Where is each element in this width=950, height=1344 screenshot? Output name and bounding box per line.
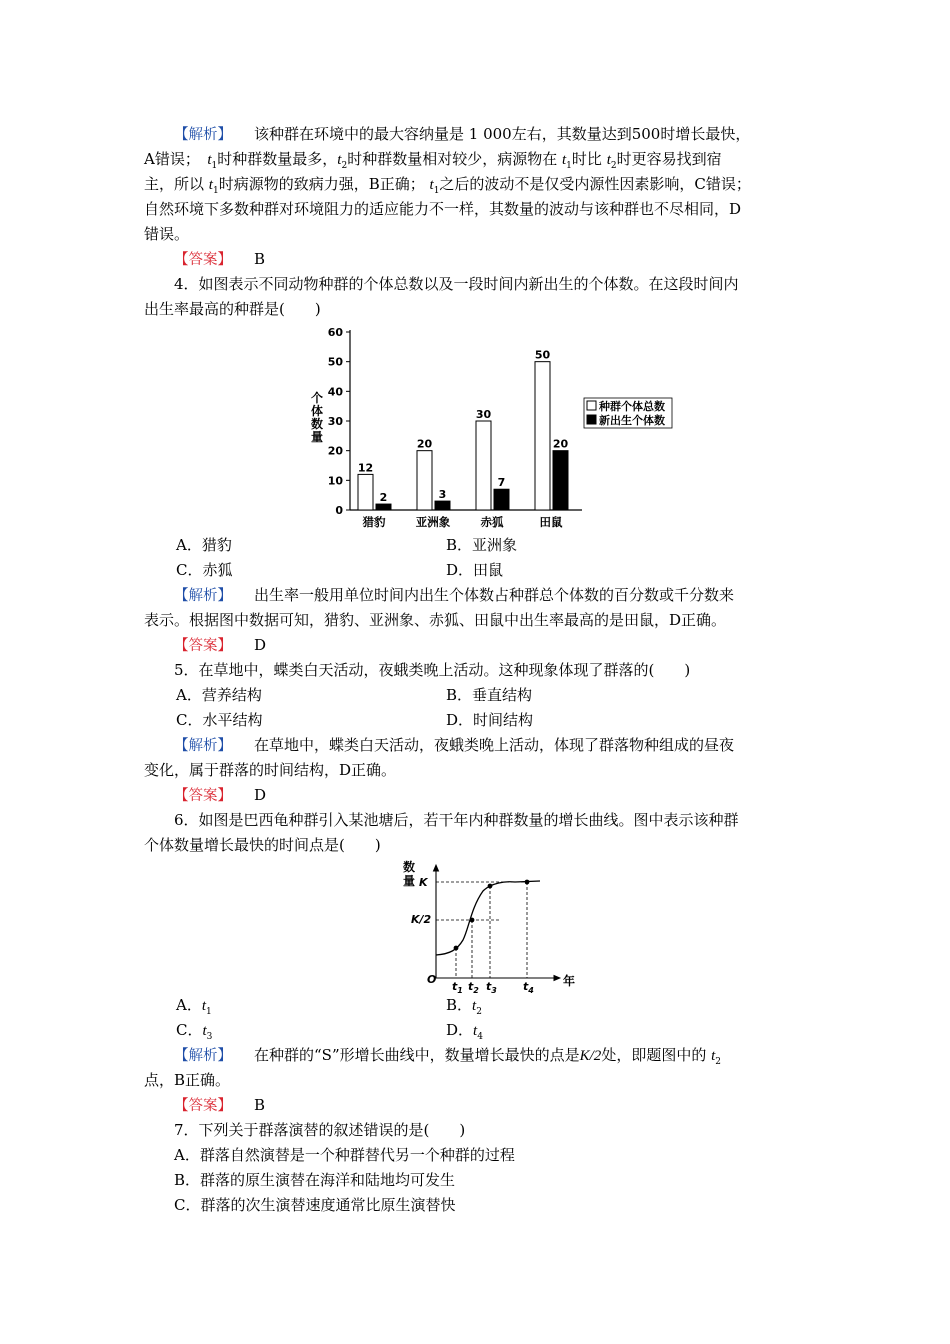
y-axis-label-2: 量 xyxy=(403,874,416,888)
y-axis-label: 数 xyxy=(310,417,324,431)
s-curve-graph xyxy=(395,858,585,995)
q3-analysis-line-2: A错误； $t_1$时种群数量最多，$t_2$时种群数量相对较少，病源物在 $t_1$时比 $t_2$时更容易找到宿 xyxy=(144,150,722,171)
tick-label-t2: $t_2$ xyxy=(468,980,479,995)
legend-label: 新出生个体数 xyxy=(599,414,665,427)
q4-stem-line-2: 出生率最高的种群是( ) xyxy=(144,300,321,318)
y-axis-label: 个 xyxy=(310,391,324,405)
tick-label-t1: $t_1$ xyxy=(452,980,463,995)
y-tick-label: 60 xyxy=(327,326,343,339)
legend-label: 种群个体总数 xyxy=(599,400,665,413)
point-t4 xyxy=(525,880,530,885)
bar-value-label: 7 xyxy=(497,476,506,490)
q4-option-a: A．猎豹 xyxy=(176,536,232,554)
bar-value-label: 50 xyxy=(534,348,551,362)
y-axis-label: 体 xyxy=(310,404,324,418)
answer-label: 【答案】 xyxy=(174,252,232,268)
category-label: 田鼠 xyxy=(539,515,563,529)
bar-value-label: 30 xyxy=(475,408,492,421)
q6-answer: 【答案】 B xyxy=(174,1096,266,1114)
q3-analysis-line-5: 错误。 xyxy=(144,225,190,243)
analysis-label: 【解析】 xyxy=(174,127,232,143)
bar-value-label: 20 xyxy=(552,437,569,451)
bar-total xyxy=(535,362,550,510)
q5-option-a: A．营养结构 xyxy=(176,686,262,704)
q3-analysis-line-4: 自然环境下多数种群对环境阻力的适应能力不一样，其数量的波动与该种群也不尽相同，D xyxy=(144,200,742,218)
bar-newborn xyxy=(435,501,450,510)
q4-option-c: C．赤狐 xyxy=(176,561,233,579)
q5-stem: 5．在草地中，蝶类白天活动，夜蛾类晚上活动。这种现象体现了群落的( ) xyxy=(174,661,691,679)
legend-swatch xyxy=(587,415,596,424)
category-label: 亚洲象 xyxy=(415,515,451,529)
q3-answer: 【答案】 B xyxy=(174,250,266,268)
y-tick-label: 20 xyxy=(327,444,343,458)
legend-swatch xyxy=(587,401,596,410)
q4-analysis-line-2: 表示。根据图中数据可知，猎豹、亚洲象、赤狐、田鼠中出生率最高的是田鼠，D正确。 xyxy=(144,611,727,629)
y-axis-label: 量 xyxy=(310,430,324,444)
k-half-label: K/2 xyxy=(411,913,432,926)
q7-option-b: B．群落的原生演替在海洋和陆地均可发生 xyxy=(174,1171,456,1189)
y-tick-label: 40 xyxy=(327,385,343,399)
bar-total xyxy=(358,474,373,510)
bar-chart xyxy=(300,322,680,532)
s-curve xyxy=(436,881,540,955)
q7-stem: 7．下列关于群落演替的叙述错误的是( ) xyxy=(174,1121,466,1139)
q4-stem-line-1: 4．如图表示不同动物种群的个体总数以及一段时间内新出生的个体数。在这段时间内 xyxy=(174,275,739,293)
tick-label-t4: $t_4$ xyxy=(523,980,534,995)
bar-value-label: 2 xyxy=(379,491,388,505)
point-t1 xyxy=(454,946,459,951)
q3-analysis-line-3: 主，所以 $t_1$时病源物的致病力强，B正确； $t_1$之后的波动不是仅受内源性因素影响，C错误； xyxy=(144,175,751,196)
q4-analysis-line-1: 【解析】 出生率一般用单位时间内出生个体数占种群总个体数的百分数或千分数来 xyxy=(174,586,735,604)
q7-option-a: A．群落自然演替是一个种群替代另一个种群的过程 xyxy=(174,1146,515,1164)
q6-option-d: D．$t_4$ xyxy=(446,1021,483,1042)
q6-option-c: C．$t_3$ xyxy=(176,1021,213,1042)
point-t2 xyxy=(470,918,475,923)
q5-option-b: B．垂直结构 xyxy=(446,686,533,704)
y-tick-label: 10 xyxy=(327,474,343,488)
point-t3 xyxy=(488,884,493,889)
y-tick-label: 30 xyxy=(327,415,343,428)
y-tick-label: 50 xyxy=(327,355,343,369)
q4-option-d: D．田鼠 xyxy=(446,561,504,579)
bar-total xyxy=(476,421,491,510)
bar-value-label: 20 xyxy=(416,437,433,451)
q6-analysis-line-2: 点，B正确。 xyxy=(144,1071,231,1089)
tick-label-t3: $t_3$ xyxy=(486,980,497,995)
q6-option-b: B．$t_2$ xyxy=(446,996,482,1017)
q5-analysis-line-1: 【解析】 在草地中，蝶类白天活动，夜蛾类晚上活动，体现了群落物种组成的昼夜 xyxy=(174,736,735,754)
bar-newborn xyxy=(376,504,391,510)
q6-option-a: A．$t_1$ xyxy=(176,996,212,1017)
q4-answer: 【答案】 D xyxy=(174,636,267,654)
q3-analysis-line-1: 【解析】 该种群在环境中的最大容纳量是 1 000左右，其数量达到500时增长最快， xyxy=(174,125,751,143)
y-axis-label-1: 数 xyxy=(403,860,416,874)
category-label: 赤狐 xyxy=(480,515,504,529)
q4-option-b: B．亚洲象 xyxy=(446,536,518,554)
bar-value-label: 3 xyxy=(438,488,447,502)
q6-stem-line-2: 个体数量增长最快的时间点是( ) xyxy=(144,836,381,854)
x-axis-label: 年 xyxy=(563,974,576,988)
q5-option-c: C．水平结构 xyxy=(176,711,263,729)
q5-analysis-line-2: 变化，属于群落的时间结构，D正确。 xyxy=(144,761,397,779)
k-label: K xyxy=(419,876,428,889)
q5-option-d: D．时间结构 xyxy=(446,711,534,729)
q7-option-c: C．群落的次生演替速度通常比原生演替快 xyxy=(174,1196,456,1214)
origin-label: O xyxy=(427,973,437,986)
bar-total xyxy=(417,451,432,510)
bar-value-label: 12 xyxy=(357,461,374,475)
bar-newborn xyxy=(553,451,568,510)
q6-stem-line-1: 6．如图是巴西龟种群引入某池塘后，若干年内种群数量的增长曲线。图中表示该种群 xyxy=(174,811,739,829)
q5-answer: 【答案】 D xyxy=(174,786,267,804)
q6-analysis-line-1: 【解析】 在种群的“S”形增长曲线中，数量增长最快的点是K/2处，即题图中的 $t_2$ xyxy=(174,1046,722,1067)
y-tick-label: 0 xyxy=(335,504,343,517)
bar-newborn xyxy=(494,489,509,510)
category-label: 猎豹 xyxy=(362,515,386,529)
